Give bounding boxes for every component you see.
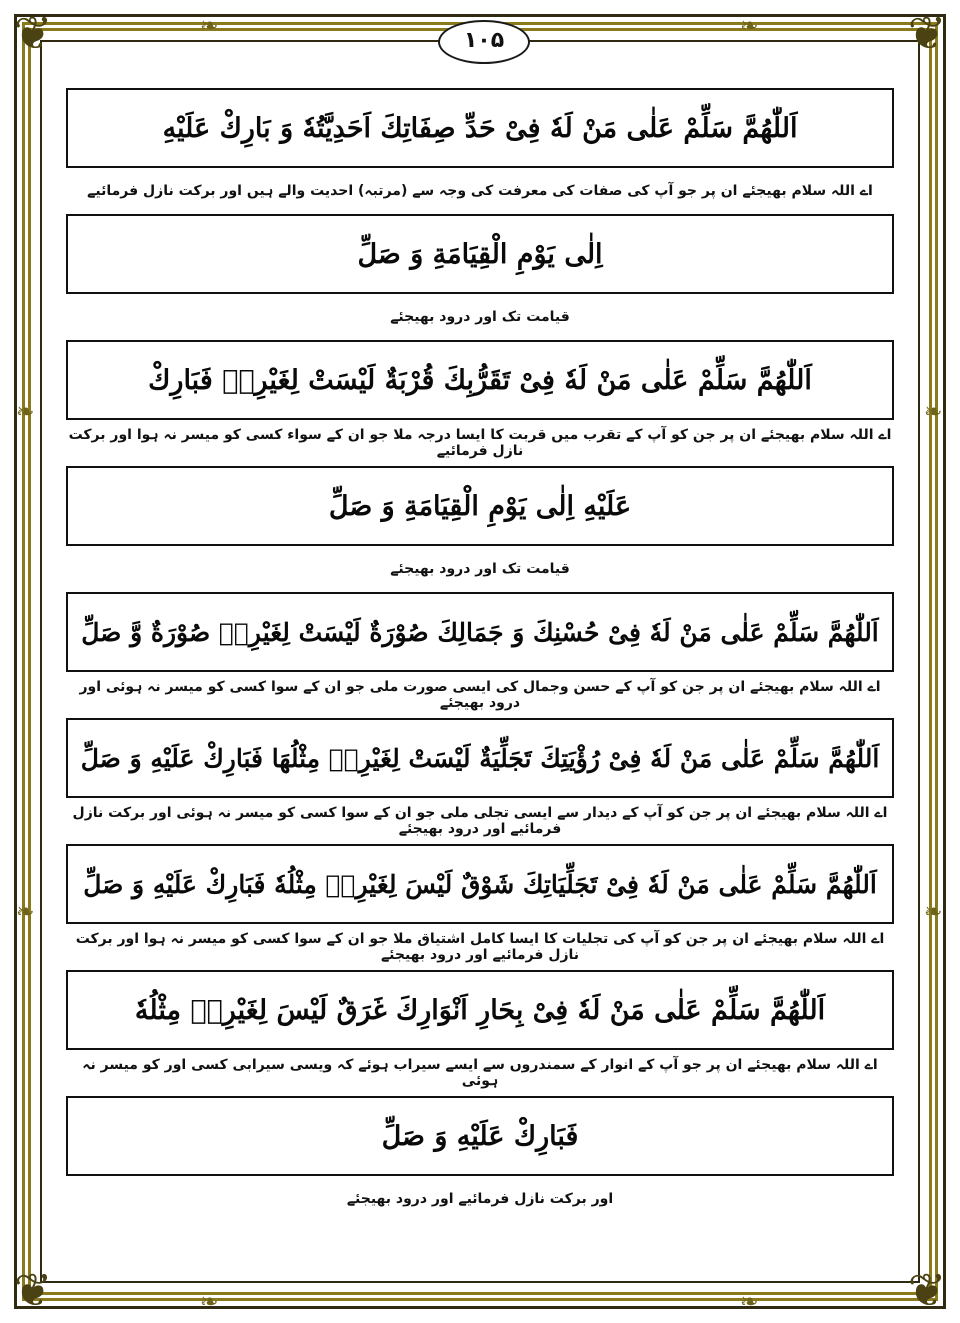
leaf-ornament-icon: ❧	[16, 400, 35, 425]
leaf-ornament-icon: ❧	[200, 1290, 219, 1315]
leaf-ornament-icon: ❧	[740, 1290, 759, 1315]
arabic-verse: اَللّٰهُمَّ سَلِّمْ عَلٰى مَنْ لَهٗ فِىْ تَقَرُّبِكَ قُرْبَةٌ لَيْسَتْ لِغَيْرِهٖ فَبَارِكْ	[66, 340, 894, 420]
urdu-translation: اے اللہ سلام بھیجئے ان پر جو آپ کے انوار کے سمندروں سے ایسے سیراب ہوئے کہ ویسی سیرابی کسی اور کو میسر نہ ہوئی	[82, 1057, 878, 1089]
arabic-verse: اِلٰى يَوْمِ الْقِيَامَةِ وَ صَلِّ	[66, 214, 894, 294]
arabic-verse: اَللّٰهُمَّ سَلِّمْ عَلٰى مَنْ لَهٗ فِىْ رُؤْيَتِكَ تَجَلِّيَةٌ لَيْسَتْ لِغَيْرِهٖ مِثْلُهَا فَبَارِكْ عَلَيْهِ وَ صَلِّ	[66, 718, 894, 798]
urdu-translation: قیامت تک اور درود بھیجئے	[390, 309, 570, 325]
urdu-translation: قیامت تک اور درود بھیجئے	[390, 561, 570, 577]
corner-ornament-icon: ❦	[13, 1263, 53, 1317]
urdu-translation: اے اللہ سلام بھیجئے ان پر جن کو آپ کے دیدار سے ایسی تجلی ملی جو ان کے سوا کسی کو میسر نہ ہوئی اور برکت نازل فرمائیے اور درود بھیجئے	[72, 805, 888, 837]
page-content	[66, 88, 894, 1222]
corner-ornament-icon: ❦	[13, 6, 53, 60]
arabic-verse: اَللّٰهُمَّ سَلِّمْ عَلٰى مَنْ لَهٗ فِىْ حُسْنِكَ وَ جَمَالِكَ صُوْرَةٌ لَيْسَتْ لِغَيْرِهٖ صُوْرَةٌ وَّ صَلِّ	[66, 592, 894, 672]
arabic-verse: اَللّٰهُمَّ سَلِّمْ عَلٰى مَنْ لَهٗ فِىْ حَدِّ صِفَاتِكَ اَحَدِيَّتُهٗ وَ بَارِكْ عَلَيْهِ	[66, 88, 894, 168]
arabic-verse: اَللّٰهُمَّ سَلِّمْ عَلٰى مَنْ لَهٗ فِىْ بِحَارِ اَنْوَارِكَ غَرَقٌ لَيْسَ لِغَيْرِهٖ مِثْلُهٗ	[66, 970, 894, 1050]
leaf-ornament-icon: ❧	[200, 14, 219, 39]
page-number: ۱۰۵	[438, 20, 530, 64]
urdu-translation: اے اللہ سلام بھیجئے ان پر جن کو آپ کے حسن وجمال کی ایسی صورت ملی جو ان کے سوا کسی کو میسر نہ ہوئی اور درود بھیجئے	[79, 679, 881, 711]
urdu-translation: اے اللہ سلام بھیجئے ان پر جن کو آپ کی تجلیات کا ایسا کامل اشتیاق ملا جو ان کے سوا کسی کو میسر نہ ہوا اور برکت نازل فرمائیے اور درود بھیجئے	[75, 931, 885, 963]
arabic-verse: فَبَارِكْ عَلَيْهِ وَ صَلِّ	[66, 1096, 894, 1176]
urdu-translation: اور برکت نازل فرمائیے اور درود بھیجئے	[346, 1191, 614, 1207]
leaf-ornament-icon: ❧	[740, 14, 759, 39]
arabic-verse: اَللّٰهُمَّ سَلِّمْ عَلٰى مَنْ لَهٗ فِىْ تَجَلِّيَاتِكَ شَوْقٌ لَيْسَ لِغَيْرِهٖ مِثْلُهٗ فَبَارِكْ عَلَيْهِ وَ صَلِّ	[66, 844, 894, 924]
corner-ornament-icon: ❦	[907, 6, 947, 60]
corner-ornament-icon: ❦	[907, 1263, 947, 1317]
leaf-ornament-icon: ❧	[16, 900, 35, 925]
arabic-verse: عَلَيْهِ اِلٰى يَوْمِ الْقِيَامَةِ وَ صَلِّ	[66, 466, 894, 546]
urdu-translation: اے اللہ سلام بھیجئے ان پر جو آپ کی صفات کی معرفت کی وجہ سے (مرتبہ) احدیت والے ہیں اور برکت نازل فرمائیے	[87, 183, 873, 199]
leaf-ornament-icon: ❧	[924, 900, 943, 925]
leaf-ornament-icon: ❧	[924, 400, 943, 425]
urdu-translation: اے اللہ سلام بھیجئے ان پر جن کو آپ کے تقرب میں قربت کا ایسا درجہ ملا جو ان کے سواء کسی کو میسر نہ ہوا اور برکت نازل فرمائیے	[68, 427, 892, 459]
